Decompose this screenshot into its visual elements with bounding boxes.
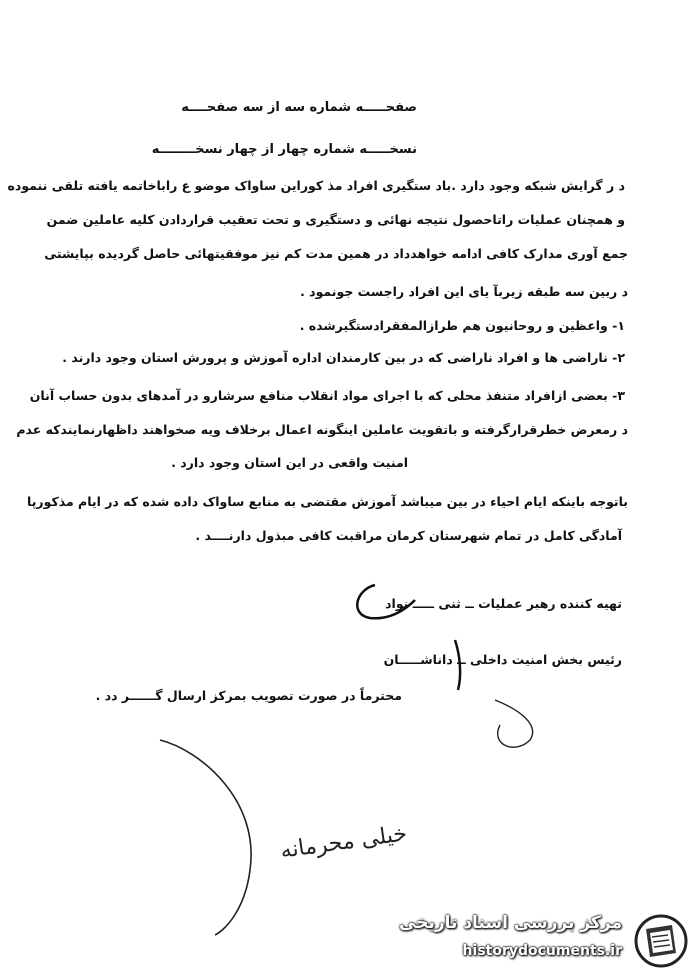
chief-line: رئیس بخش امنیت داخلی ــ داناشـــــان <box>383 652 622 667</box>
watermark-url: historydocuments.ir <box>462 943 622 959</box>
signature-1-mark <box>345 580 435 625</box>
body-line-4: د ربین سه طبقه زیربآ یای این افراد راجست جونمود . <box>300 284 628 299</box>
item-2: ۲- ناراضی ها و افراد ناراضی که در بین کارمندان اداره آموزش و پرورش استان وجود دارند . <box>62 350 625 365</box>
item-3-line-1: ۳- بعضی ازافراد متنفذ محلی که با اجرای مواد انقلاب منافع سرشارو در آمدهای بدون حساب آنان <box>29 388 625 403</box>
item-1: ۱- واعظین و روحانیون هم طرازالمفقرادستگیرشده . <box>299 318 625 333</box>
prepared-by-line: تهیه کننده رهبر عملیات ــ ثنی ـــــ نواد <box>385 596 622 611</box>
watermark-title: مرکز بررسی اسناد تاریخی <box>399 913 622 933</box>
item-3-line-3: امنیت واقعی در این استان وجود دارد . <box>171 455 408 470</box>
body-line-1: د ر گرایش شبکه وجود دارد .باد ستگیری افراد مذ کوراین ساواک موضو ع راباخاتمه یافته تلقی ننموده <box>7 178 625 193</box>
item-3-line-2: د رمعرض خطرقرارگرفته و باتقویت عاملین اینگونه اعمال برخلاف ویه صخواهند داظهارنمایندکه عدم <box>16 422 628 437</box>
page-number-line: صفحـــــه شماره سه از سه صفحــــه <box>181 100 417 115</box>
body-line-2: و همچنان عملیات راتاحصول نتیجه نهائی و دستگیری و تحت تعقیب قراردادن کلیه عاملین ضمن <box>46 212 625 227</box>
archive-logo-icon <box>632 913 690 969</box>
handwritten-curves <box>0 680 700 940</box>
closing-line-2: آمادگی کامل در تمام شهرستان کرمان مراقبت کافی مبذول دارنــــد . <box>195 528 622 543</box>
archive-watermark <box>399 911 692 971</box>
approval-note: محترماً در صورت تصویب بمرکز ارسال گــــــر دد . <box>95 688 402 703</box>
body-line-3: جمع آوری مدارک کافی ادامه خواهدداد در همین مدت کم نیز موفقیتهائی حاصل گردیده بپایشتی <box>44 246 628 261</box>
copy-number-line: نسخـــــه شماره چهار از چهار نسخــــــــه <box>151 142 417 157</box>
confidential-stamp: خیلی محرمانه <box>278 821 409 864</box>
closing-line-1: باتوجه باینکه ایام احیاء در بین میباشد آموزش مقتضی به منابع ساواک داده شده که در ایام مذکورپا <box>27 494 628 509</box>
